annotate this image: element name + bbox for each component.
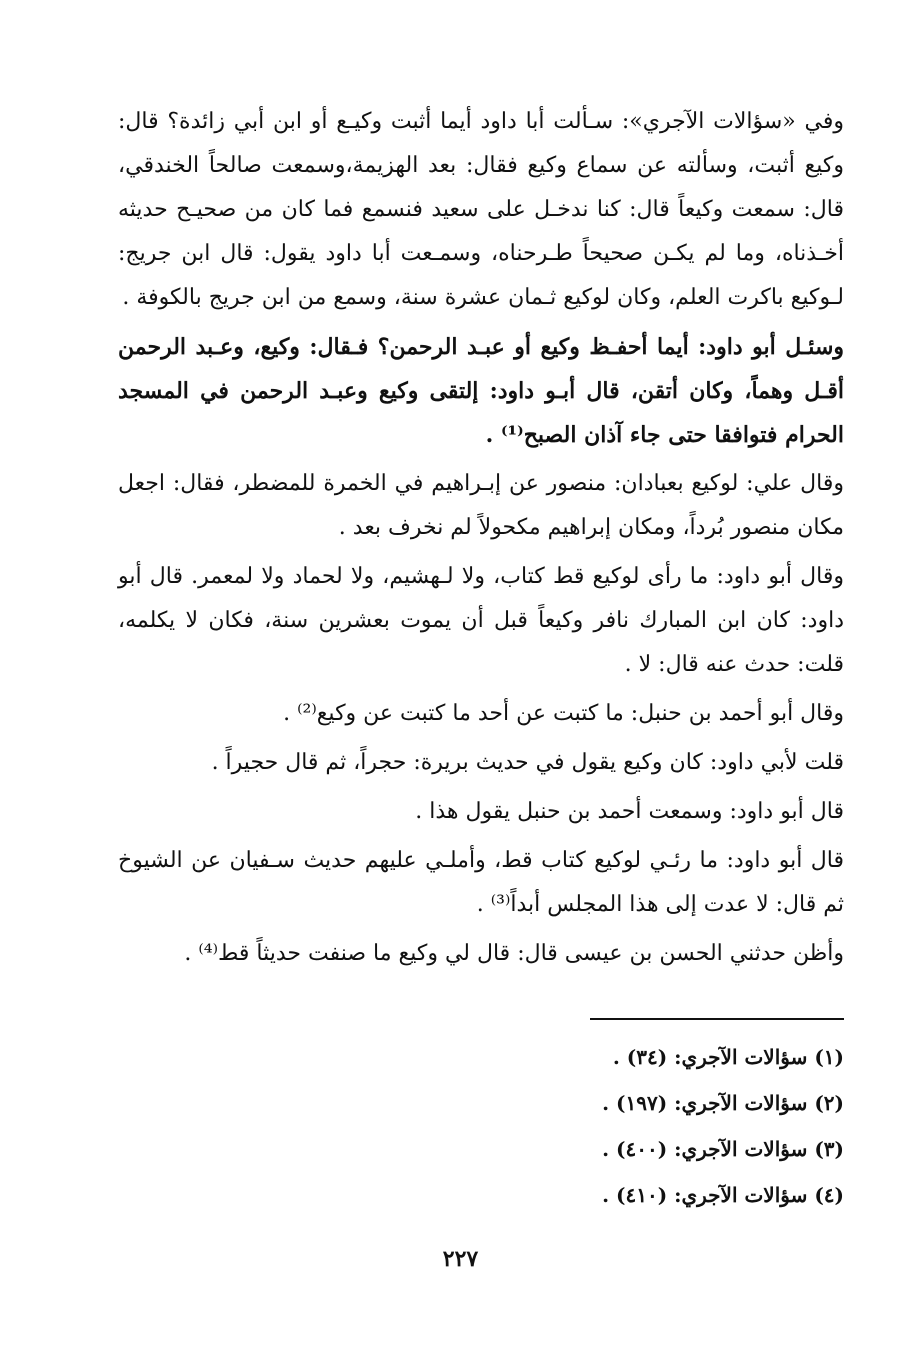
- footnote-separator: [590, 1018, 844, 1020]
- paragraph-7: قال أبو داود: وسمعت أحمد بن حنبل يقول هذا .: [415, 799, 844, 824]
- paragraph-5: وقال أبو أحمد بن حنبل: ما كتبت عن أحد ما كتبت عن وكيع⁽²⁾ .: [283, 701, 844, 726]
- paragraph-2: وسئـل أبو داود: أيما أحفـظ وكيع أو عبـد الرحمن؟ فـقال: وكيع، وعـبد الرحمن أقـل وهماً، وكان أتقن، قال أبـو داود: إلتقى وكيع وعبـد الرحمن في المسجد الحرام فتوافقا حتى جاء آذان الصبح⁽¹⁾ .: [118, 334, 844, 448]
- paragraph-4: وقال أبو داود: ما رأى لوكيع قط كتاب، ولا لـهشيم، ولا لحماد ولا لمعمر. قال أبو داود: كان ابن المبارك نافر وكيعاً قبل أن يموت بعشرين سنة، فكان لا يكلمه، قلت: حدث عنه قال: لا .: [118, 564, 844, 677]
- paragraph-6: قلت لأبي داود: كان وكيع يقول في حديث بريرة: حجراً، ثم قال حجيراً .: [211, 750, 844, 775]
- footnote-4: (٤) سؤالات الآجري: (٤١٠) .: [602, 1183, 844, 1207]
- footnotes: [118, 1034, 844, 1218]
- footnote-3: (٣) سؤالات الآجري: (٤٠٠) .: [602, 1137, 844, 1161]
- footnote-1: (١) سؤالات الآجري: (٣٤) .: [612, 1045, 844, 1069]
- paragraph-3: وقال علي: لوكيع بعبادان: منصور عن إبـراهيم في الخمرة للمضطر، فقال: اجعل مكان منصور بُرداً، ومكان إبراهيم مكحولاً لم نخرف بعد .: [118, 471, 844, 540]
- paragraph-8: قال أبو داود: ما رئـي لوكيع كتاب قط، وأملـي عليهم حديث سـفيان عن الشيوخ ثم قال: لا عدت إلى هذا المجلس أبداً⁽³⁾ .: [118, 848, 844, 917]
- paragraph-9: وأظن حدثني الحسن بن عيسى قال: قال لي وكيع ما صنفت حديثاً قط⁽⁴⁾ .: [184, 941, 844, 966]
- footnote-2: (٢) سؤالات الآجري: (١٩٧) .: [602, 1091, 844, 1115]
- paragraph-1: وفي «سؤالات الآجري»: سـألت أبا داود أيما أثبت وكيـع أو ابن أبي زائدة؟ قال: وكيع أثبت، وسألته عن سماع وكيع فقال: بعد الهزيمة،وسمعت صالحاً الخندقي، قال: سمعت وكيعاً قال: كنا ندخـل على سعيد فنسمع فما كان من صحيـح حديثه أخـذناه، وما لم يكـن صحيحاً طـرحناه، وسمـعت أبا داود يقول: قال ابن جريج: لـوكيع باكرت العلم، وكان لوكيع ثـمان عشرة سنة، وسمع من ابن جريج بالكوفة .: [118, 109, 844, 310]
- page-number: ٢٢٧: [442, 1246, 479, 1272]
- main-text: [118, 100, 844, 981]
